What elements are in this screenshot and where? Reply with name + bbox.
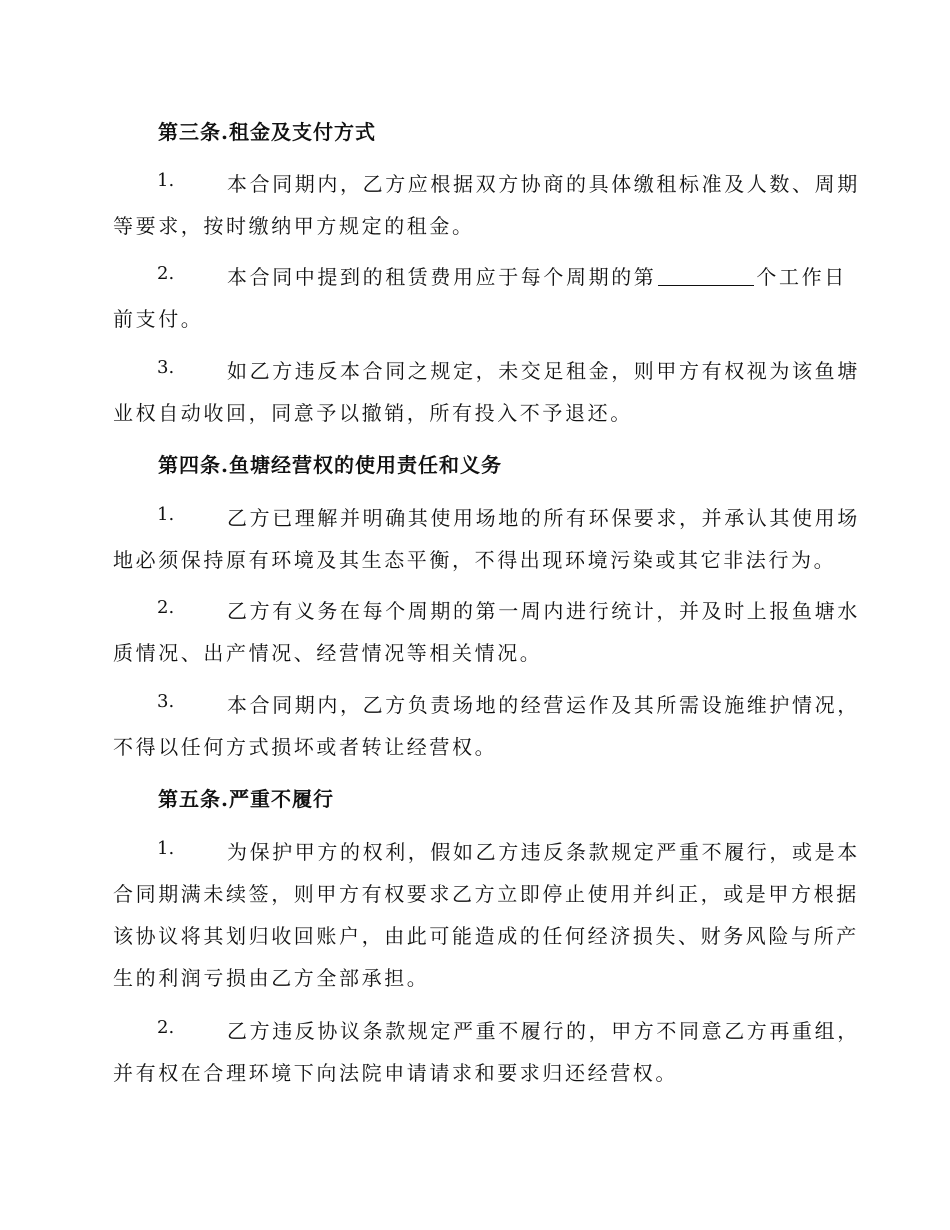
paragraph-text: 个工作日 [756,265,847,289]
paragraph-line [227,261,847,290]
paragraph-line: 乙方已理解并明确其使用场地的所有环保要求，并承认其使用场 [227,506,860,530]
paragraph-text: 本合同中提到的租赁费用应于每个周期的第 [227,265,657,289]
paragraph-line: 合同期满未续签，则甲方有权要求乙方立即停止使用并纠正，或是甲方根据 [113,882,859,906]
paragraph-line: 乙方有义务在每个周期的第一周内进行统计，并及时上报鱼塘水 [227,599,860,623]
paragraph-line: 乙方违反协议条款规定严重不履行的，甲方不同意乙方再重组， [227,1019,860,1043]
paragraph-line: 如乙方违反本合同之规定，未交足租金，则甲方有权视为该鱼塘 [227,359,860,383]
item-number: 3. [157,691,175,712]
item-number: 1. [157,170,175,191]
section-heading: 第五条.严重不履行 [158,787,334,811]
paragraph-line: 不得以任何方式损坏或者转让经营权。 [113,735,498,759]
section-heading: 第三条.租金及支付方式 [158,120,376,144]
fill-in-blank [658,265,754,286]
item-number: 2. [157,597,175,618]
item-number: 2. [157,1017,175,1038]
paragraph-line: 地必须保持原有环境及其生态平衡，不得出现环境污染或其它非法行为。 [113,548,837,572]
item-number: 2. [157,263,175,284]
paragraph-line: 本合同期内，乙方应根据双方协商的具体缴租标准及人数、周期 [227,172,860,196]
paragraph-line: 为保护甲方的权利，假如乙方违反条款规定严重不履行，或是本 [227,840,860,864]
paragraph-line: 等要求，按时缴纳甲方规定的租金。 [113,214,475,238]
paragraph-line: 本合同期内，乙方负责场地的经营运作及其所需设施维护情况， [227,693,860,717]
paragraph-line: 前支付。 [113,307,204,331]
paragraph-line: 业权自动收回，同意予以撤销，所有投入不予退还。 [113,401,633,425]
paragraph-line: 生的利润亏损由乙方全部承担。 [113,966,430,990]
item-number: 3. [157,357,175,378]
paragraph-line: 质情况、出产情况、经营情况等相关情况。 [113,641,543,665]
item-number: 1. [157,838,175,859]
section-heading: 第四条.鱼塘经营权的使用责任和义务 [158,453,502,477]
paragraph-line: 该协议将其划归收回账户，由此可能造成的任何经济损失、财务风险与所产 [113,924,859,948]
item-number: 1. [157,504,175,525]
paragraph-line: 并有权在合理环境下向法院申请请求和要求归还经营权。 [113,1061,678,1085]
